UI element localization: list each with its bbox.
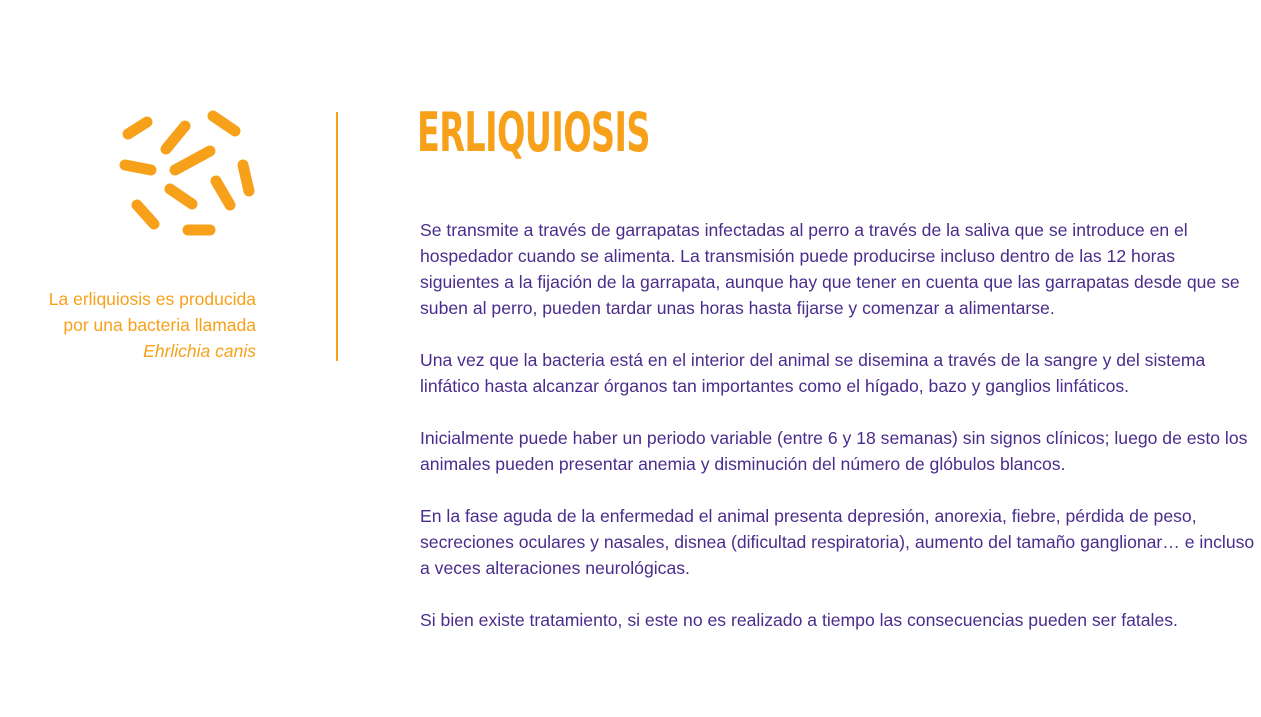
article-body	[420, 217, 1255, 633]
vertical-divider	[336, 112, 338, 361]
paragraph-acute-phase: En la fase aguda de la enfermedad el animal presenta depresión, anorexia, fiebre, pérdida de peso, secreciones oculares y nasales, disnea (dificultad respiratoria), aumento del tamaño ganglionar… e incluso a veces alteraciones neurológicas.	[420, 506, 1255, 578]
caption-line-2: por una bacteria llamada	[63, 315, 256, 335]
paragraph-dissemination: Una vez que la bacteria está en el interior del animal se disemina a través de la sangre y del sistema linfático hasta alcanzar órganos tan importantes como el hígado, bazo y ganglios linfáticos.	[420, 350, 1206, 396]
bacteria-caption	[0, 286, 256, 364]
paragraph-initial-period: Inicialmente puede haber un periodo variable (entre 6 y 18 semanas) sin signos clínicos; luego de esto los animales pueden presentar anemia y disminución del número de glóbulos blancos.	[420, 428, 1248, 474]
paragraph-treatment: Si bien existe tratamiento, si este no es realizado a tiempo las consecuencias pueden ser fatales.	[420, 610, 1178, 630]
species-name: Ehrlichia canis	[143, 341, 256, 361]
caption-line-1: La erliquiosis es producida	[48, 289, 256, 309]
page-title: ERLIQUIOSIS	[417, 101, 650, 164]
bacteria-icon	[113, 104, 263, 244]
paragraph-transmission: Se transmite a través de garrapatas infectadas al perro a través de la saliva que se introduce en el hospedador cuando se alimenta. La transmisión puede producirse incluso dentro de las 12 horas siguientes a la fijación de la garrapata, aunque hay que tener en cuenta que las garrapatas desde que se suben al perro, pueden tardar unas horas hasta fijarse y comenzar a alimentarse.	[420, 220, 1240, 318]
